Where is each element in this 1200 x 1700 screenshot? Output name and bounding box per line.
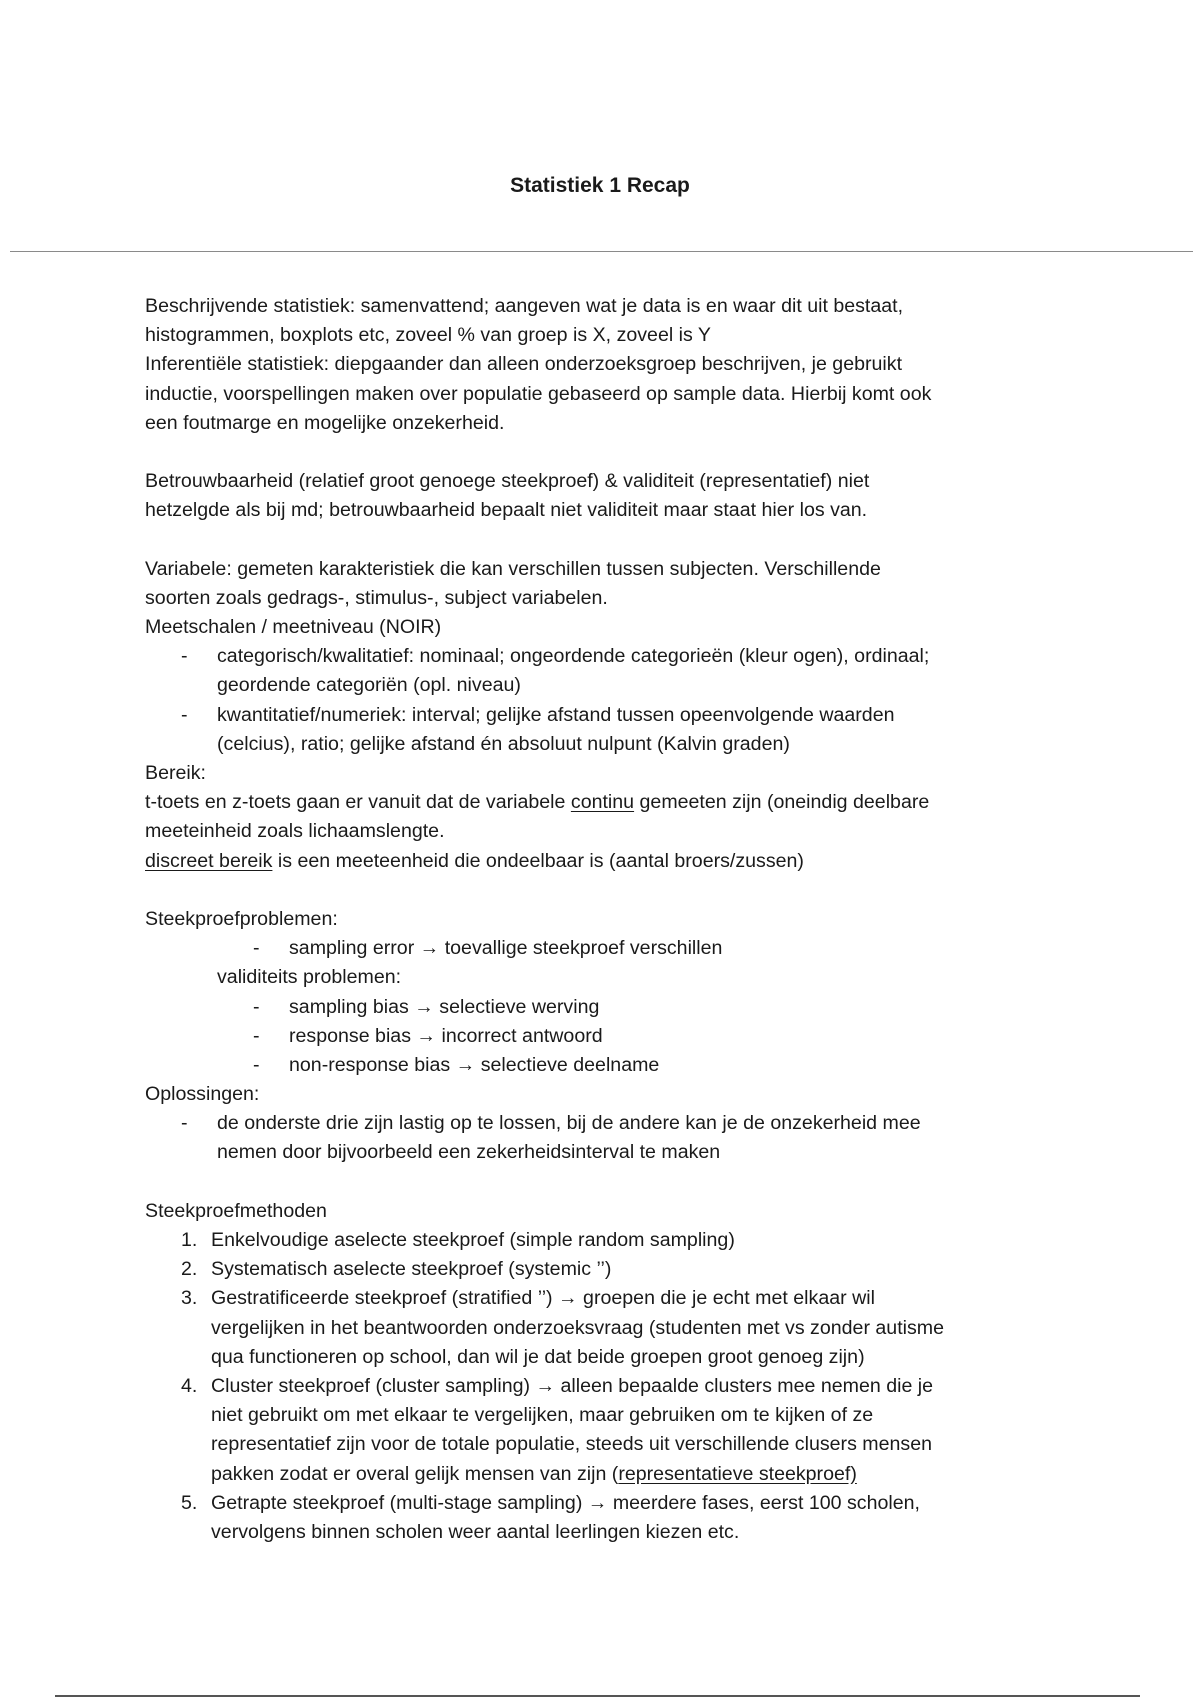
bullet-dash: - [253,937,260,960]
paragraph-line: een foutmarge en mogelijke onzekerheid. [145,411,505,434]
paragraph-line: hetzelgde als bij md; betrouwbaarheid bepaalt niet validiteit maar staat hier los van. [145,499,868,522]
list-item: - sampling error → toevallige steekproef verschillen [145,934,1075,963]
item-number: 2. [181,1258,198,1281]
section-heading: Steekproefproblemen: [145,907,338,930]
item-number: 4. [181,1374,198,1397]
list-item: - non-response bias → selectieve deelname [145,1051,1075,1080]
list-item-continuation: (celcius), ratio; gelijke afstand én absoluut nulpunt (Kalvin graden) [217,732,790,755]
list-item: - kwantitatief/numeriek: interval; gelijke afstand tussen opeenvolgende waarden [145,701,1075,730]
list-item: - de onderste drie zijn lastig op te lossen, bij de andere kan je de onzekerheid mee [145,1109,1075,1138]
numbered-item-continuation: vervolgens binnen scholen weer aantal leerlingen kiezen etc. [145,1518,1075,1547]
item-number [145,1430,211,1459]
paragraph-line: histogrammen, boxplots etc, zoveel % van groep is X, zoveel is Y [145,324,711,347]
underlined-term: continu [570,791,635,814]
bullet-dash: - [253,1024,260,1047]
paragraph-line: Betrouwbaarheid (relatief groot genoege steekproef) & validiteit (representatief) niet [145,470,870,493]
numbered-item-continuation: representatief zijn voor de totale populatie, steeds uit verschillende clusers mensen [145,1430,1075,1459]
list-item-continuation: nemen door bijvoorbeeld een zekerheidsinterval te maken [217,1141,721,1164]
bullet-dash: - [253,1053,260,1076]
numbered-item: 5. Getrapte steekproef (multi-stage sampling) → meerdere fases, eerst 100 scholen, [145,1489,1075,1518]
numbered-item-continuation: vergelijken in het beantwoorden onderzoeksvraag (studenten met vs zonder autisme [145,1314,1075,1343]
paragraph-line: discreet bereik is een meeteenheid die ondeelbaar is (aantal broers/zussen) [145,849,804,872]
numbered-item: 3. Gestratificeerde steekproef (stratified ’’) → groepen die je echt met elkaar wil [145,1284,1075,1313]
section-heading: Meetschalen / meetniveau (NOIR) [145,616,442,639]
item-number [145,1314,211,1343]
paragraph-line: meeteinheid zoals lichaamslengte. [145,820,445,843]
paragraph-line: Inferentiële statistiek: diepgaander dan alleen onderzoeksgroep beschrijven, je gebruikt [145,353,903,376]
item-number: 5. [181,1491,198,1514]
list-item-continuation: geordende categoriën (opl. niveau) [217,674,521,697]
numbered-item: 4. Cluster steekproef (cluster sampling) → alleen bepaalde clusters mee nemen die je [145,1372,1075,1401]
section-heading: Bereik: [145,762,206,784]
numbered-item-continuation: qua functioneren op school, dan wil je dat beide groepen groot genoeg zijn) [145,1343,1075,1372]
item-number [145,1343,211,1372]
paragraph-line: t-toets en z-toets gaan er vanuit dat de variabele continu gemeeten zijn (oneindig deelbare [145,791,930,814]
numbered-item-continuation: niet gebruikt om met elkaar te vergelijken, maar gebruiken om te kijken of ze [145,1401,1075,1430]
bullet-dash: - [181,645,188,668]
list-item: - sampling bias → selectieve werving [145,993,1075,1022]
paragraph-line: Variabele: gemeten karakteristiek die kan verschillen tussen subjecten. Verschillende [145,557,881,580]
numbered-item: 1. Enkelvoudige aselecte steekproef (simple random sampling) [145,1226,1075,1255]
footer-divider [55,1695,1140,1697]
underlined-term: discreet bereik [145,849,273,872]
methods-list [145,1226,1075,1547]
sub-heading: validiteits problemen: [217,966,402,989]
numbered-item: 2. Systematisch aselecte steekproef (systemic ’’) [145,1255,1075,1284]
item-number: 3. [181,1287,198,1310]
paragraph-line: soorten zoals gedrags-, stimulus-, subject variabelen. [145,586,608,609]
bullet-dash: - [181,1112,188,1135]
page-title: Statistiek 1 Recap [510,174,690,197]
numbered-item-continuation: pakken zodat er overal gelijk mensen van zijn (representatieve steekproef) [211,1462,857,1485]
paragraph-line: Beschrijvende statistiek: samenvattend; aangeven wat je data is en waar dit uit bestaat, [145,295,904,317]
bullet-dash: - [181,703,188,726]
document-body [145,292,1075,1547]
item-number: 1. [181,1229,198,1251]
paragraph-line: inductie, voorspellingen maken over populatie gebaseerd op sample data. Hierbij komt ook [145,382,932,405]
underlined-term: representatieve steekproef) [618,1462,857,1485]
section-heading: Steekproefmethoden [145,1199,327,1222]
header-divider [10,251,1193,252]
bullet-dash: - [253,995,260,1018]
list-item: - categorisch/kwalitatief: nominaal; ongeordende categorieën (kleur ogen), ordinaal; [145,642,1075,671]
section-heading: Oplossingen: [145,1083,260,1106]
list-item: - response bias → incorrect antwoord [145,1022,1075,1051]
item-number [145,1401,211,1430]
item-number [145,1518,211,1547]
